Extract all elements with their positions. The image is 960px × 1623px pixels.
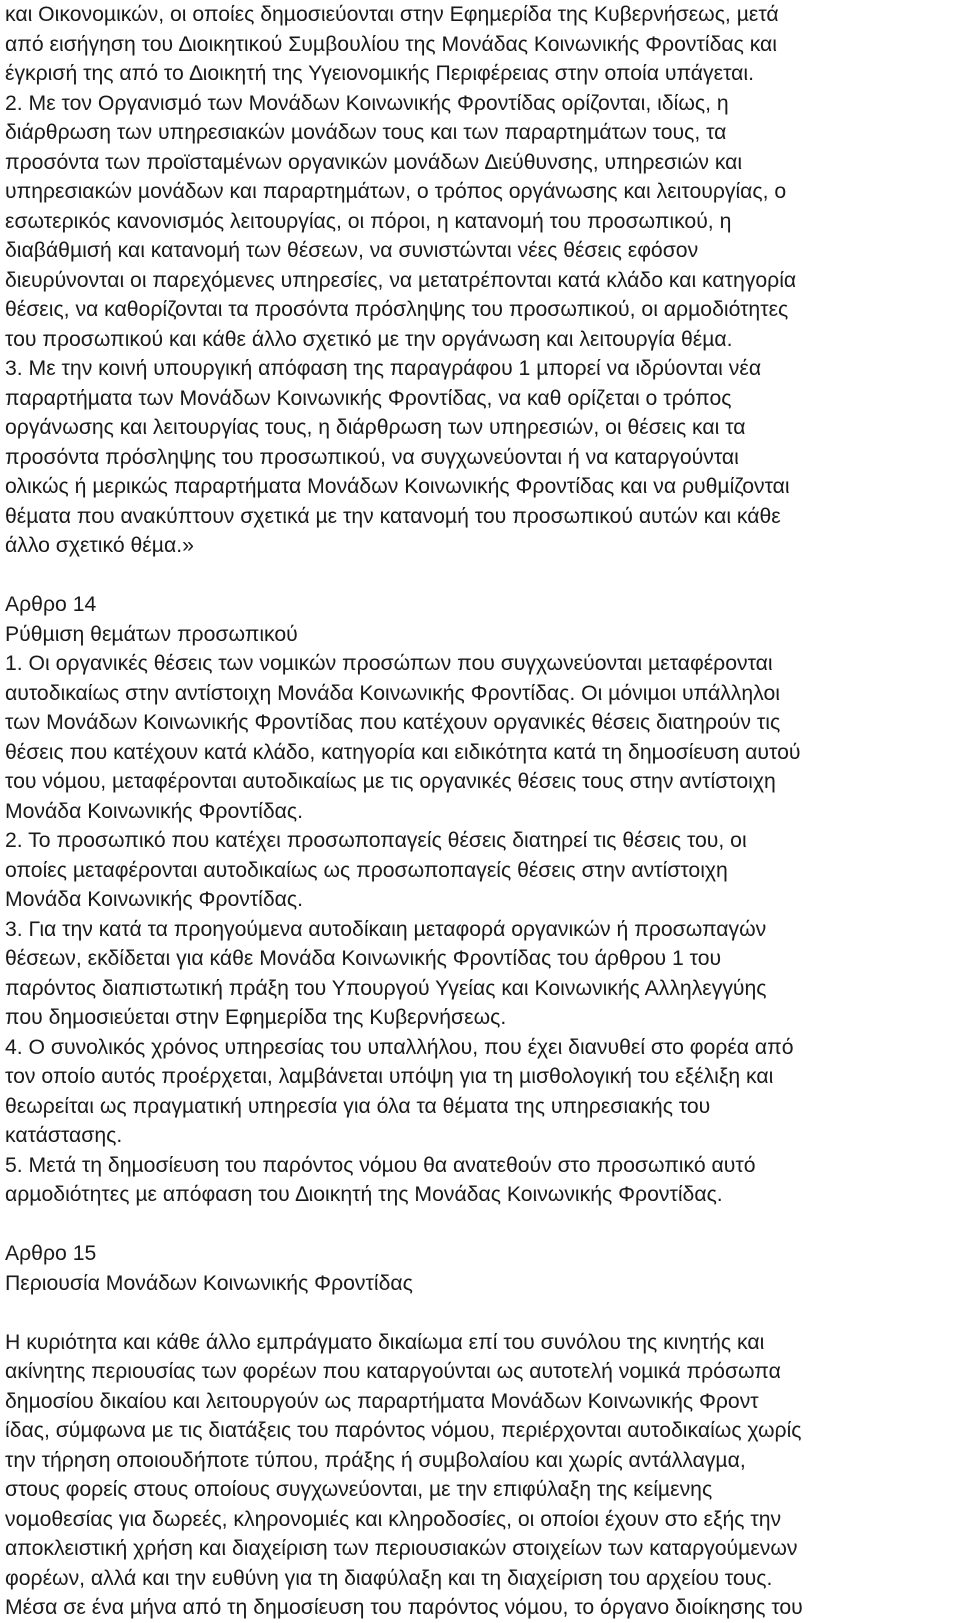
paragraph-line: νοµοθεσίας για δωρεές, κληρονοµιές και κληροδοσίες, οι οποίοι έχουν στο εξής την bbox=[5, 1507, 782, 1531]
blank-line bbox=[5, 1210, 955, 1240]
paragraph-line: θεωρείται ως πραγµατική υπηρεσία για όλα τα θέµατα της υπηρεσιακής του bbox=[5, 1094, 711, 1118]
paragraph-line: υπηρεσιακών µονάδων και παραρτηµάτων, ο τρόπος οργάνωσης και λειτουργίας, ο bbox=[5, 180, 787, 203]
paragraph-line: Η κυριότητα και κάθε άλλο εµπράγµατο δικαίωµα επί του συνόλου της κινητής και bbox=[5, 1330, 765, 1354]
paragraph-line: άλλο σχετικό θέµα.» bbox=[5, 534, 194, 557]
paragraph-line: τον οποίο αυτός προέρχεται, λαµβάνεται υπόψη για τη µισθολογική του εξέλιξη και bbox=[5, 1065, 774, 1088]
paragraph-line: κατάστασης. bbox=[5, 1124, 123, 1147]
paragraph-line: παραρτήµατα των Μονάδων Κοινωνικής Φροντίδας, να καθ ορίζεται ο τρόπος bbox=[5, 386, 732, 410]
paragraph-line: του νόµου, µεταφέρονται αυτοδικαίως µε τις οργανικές θέσεις τους στην αντίστοιχη bbox=[5, 770, 776, 793]
paragraph-line: την τήρηση οποιουδήποτε τύπου, πράξης ή συµβολαίου και χωρίς αντάλλαγµα, bbox=[5, 1448, 746, 1472]
paragraph-line: διευρύνονται οι παρεχόµενες υπηρεσίες, να µετατρέπονται κατά κλάδο και κατηγορία bbox=[5, 268, 797, 292]
paragraph-line: θέµατα που ανακύπτουν σχετικά µε την κατανοµή του προσωπικού αυτών και κάθε bbox=[5, 504, 781, 528]
paragraph-line: ίδας, σύµφωνα µε τις διατάξεις του παρόντος νόµου, περιέρχονται αυτοδικαίως χωρίς bbox=[5, 1419, 802, 1442]
paragraph-line: θέσεων, εκδίδεται για κάθε Μονάδα Κοινωνικής Φροντίδας του άρθρου 1 του bbox=[5, 947, 722, 970]
paragraph-line: 4. Ο συνολικός χρόνος υπηρεσίας του υπαλλήλου, που έχει διανυθεί στο φορέα από bbox=[5, 1035, 794, 1059]
paragraph-line: και Οικονοµικών, οι οποίες δηµοσιεύονται στην Εφηµερίδα της Κυβερνήσεως, µετά bbox=[5, 3, 779, 26]
paragraph-line: Μονάδα Κοινωνικής Φροντίδας. bbox=[5, 799, 304, 823]
paragraph-line: Μέσα σε ένα µήνα από τη δηµοσίευση του παρόντος νόµου, το όργανο διοίκησης του bbox=[5, 1596, 803, 1619]
paragraph-line: διάρθρωση των υπηρεσιακών µονάδων τους και των παραρτηµάτων τους, τα bbox=[5, 121, 727, 144]
blank-line bbox=[5, 561, 955, 591]
paragraph-line: από εισήγηση του ∆ιοικητικού Συµβουλίου της Μονάδας Κοινωνικής Φροντίδας και bbox=[5, 32, 777, 56]
article-heading: Αρθρο 15 bbox=[5, 1242, 97, 1265]
paragraph-line: ακίνητης περιουσίας των φορέων που καταργούνται ως αυτοτελή νοµικά πρόσωπα bbox=[5, 1360, 781, 1383]
paragraph-line: παρόντος διαπιστωτική πράξη του Υπουργού Υγείας και Κοινωνικής Αλληλεγγύης bbox=[5, 976, 767, 1000]
paragraph-line: έγκρισή της από το ∆ιοικητή της Υγειονοµικής Περιφέρειας στην οποία υπάγεται. bbox=[5, 62, 755, 85]
blank-line bbox=[5, 1298, 955, 1328]
paragraph-line: προσόντα των προϊσταµένων οργανικών µονάδων ∆ιεύθυνσης, υπηρεσιών και bbox=[5, 150, 743, 174]
paragraph-line: οργάνωσης και λειτουργίας τους, η διάρθρωση των υπηρεσιών, οι θέσεις και τα bbox=[5, 416, 746, 439]
paragraph-line: 3. Για την κατά τα προηγούµενα αυτοδίκαιη µεταφορά οργανικών ή προσωπαγών bbox=[5, 917, 767, 941]
paragraph-line: Περιουσία Μονάδων Κοινωνικής Φροντίδας bbox=[5, 1271, 413, 1295]
paragraph-line: στους φορείς στους οποίους συγχωνεύονται, µε την επιφύλαξη της κείµενης bbox=[5, 1478, 713, 1501]
paragraph-line: προσόντα πρόσληψης του προσωπικού, να συγχωνεύονται ή να καταργούνται bbox=[5, 445, 739, 469]
paragraph-line: αρµοδιότητες µε απόφαση του ∆ιοικητή της Μονάδας Κοινωνικής Φροντίδας. bbox=[5, 1183, 723, 1206]
paragraph-line: 2. Το προσωπικό που κατέχει προσωποπαγείς θέσεις διατηρεί τις θέσεις του, οι bbox=[5, 829, 747, 852]
paragraph-line: Μονάδα Κοινωνικής Φροντίδας. bbox=[5, 888, 304, 911]
paragraph-line: διαβάθµισή και κατανοµή των θέσεων, να συνιστώνται νέες θέσεις εφόσον bbox=[5, 239, 699, 262]
paragraph-line: 2. Με τον Οργανισµό των Μονάδων Κοινωνικής Φροντίδας ορίζονται, ιδίως, η bbox=[5, 91, 729, 115]
article-heading: Αρθρο 14 bbox=[5, 593, 97, 616]
paragraph-line: που δηµοσιεύεται στην Εφηµερίδα της Κυβερνήσεως. bbox=[5, 1006, 507, 1029]
paragraph-line: 1. Οι οργανικές θέσεις των νοµικών προσώπων που συγχωνεύονται µεταφέρονται bbox=[5, 652, 773, 675]
paragraph-line: φορέων, αλλά και την ευθύνη για τη διαφύλαξη και τη διαχείριση του αρχείου τους. bbox=[5, 1566, 773, 1590]
paragraph-line: 3. Με την κοινή υπουργική απόφαση της παραγράφου 1 µπορεί να ιδρύονται νέα bbox=[5, 357, 762, 380]
paragraph-line: θέσεις, να καθορίζονται τα προσόντα πρόσληψης του προσωπικού, οι αρµοδιότητες bbox=[5, 298, 789, 321]
paragraph-line: εσωτερικός κανονισµός λειτουργίας, οι πόροι, η κατανοµή του προσωπικού, η bbox=[5, 209, 732, 233]
paragraph-line: των Μονάδων Κοινωνικής Φροντίδας που κατέχουν οργανικές θέσεις διατηρούν τις bbox=[5, 711, 781, 734]
paragraph-line: ολικώς ή µερικώς παραρτήµατα Μονάδων Κοινωνικής Φροντίδας και να ρυθµίζονται bbox=[5, 475, 790, 498]
paragraph-line: οποίες µεταφέρονται αυτοδικαίως ως προσωποπαγείς θέσεις στην αντίστοιχη bbox=[5, 858, 728, 882]
paragraph-line: αυτοδικαίως στην αντίστοιχη Μονάδα Κοινωνικής Φροντίδας. Οι µόνιµοι υπάλληλοι bbox=[5, 681, 780, 705]
document-text bbox=[5, 0, 955, 1623]
paragraph-line: του προσωπικού και κάθε άλλο σχετικό µε την οργάνωση και λειτουργία θέµα. bbox=[5, 327, 733, 351]
paragraph-line: δηµοσίου δικαίου και λειτουργούν ως παραρτήµατα Μονάδων Κοινωνικής Φροντ bbox=[5, 1389, 759, 1413]
paragraph-line: Ρύθµιση θεµάτων προσωπικού bbox=[5, 622, 298, 646]
paragraph-line: αποκλειστική χρήση και διαχείριση των περιουσιακών στοιχείων των καταργούµενων bbox=[5, 1537, 798, 1560]
paragraph-line: 5. Μετά τη δηµοσίευση του παρόντος νόµου θα ανατεθούν στο προσωπικό αυτό bbox=[5, 1153, 756, 1177]
paragraph-line: θέσεις που κατέχουν κατά κλάδο, κατηγορία και ειδικότητα κατά τη δηµοσίευση αυτού bbox=[5, 740, 801, 764]
